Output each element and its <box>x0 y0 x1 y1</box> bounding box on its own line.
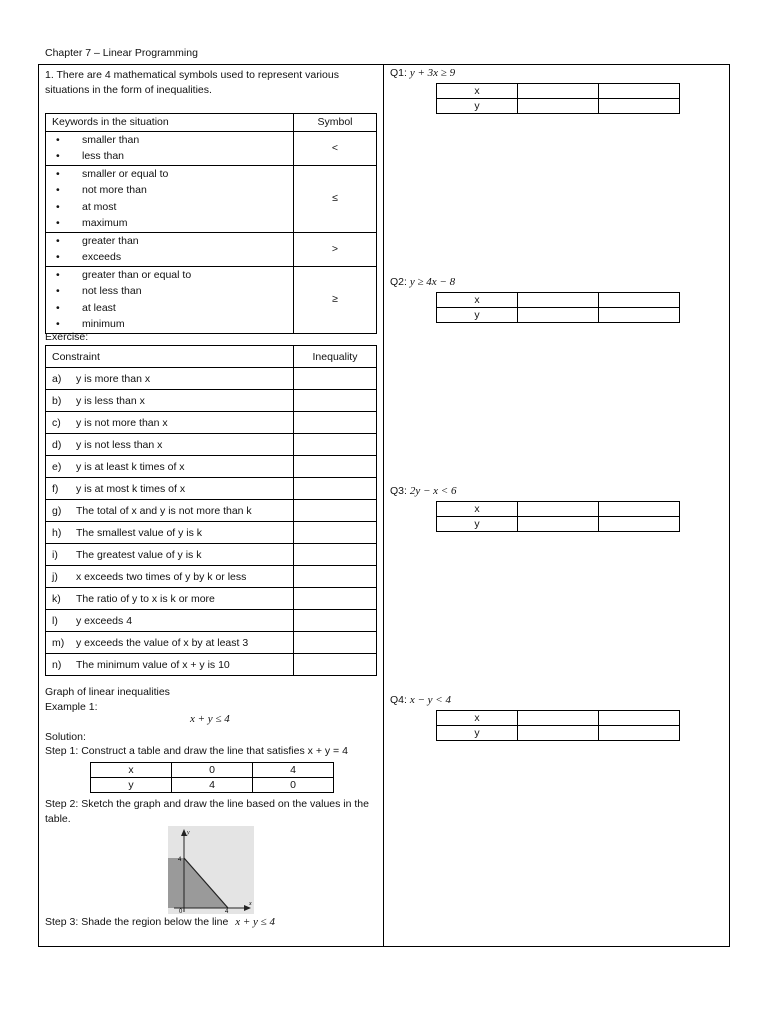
step1-text: Step 1: Construct a table and draw the line that satisfies x + y = 4 <box>45 745 348 757</box>
x-value-cell: 4 <box>253 763 334 778</box>
question-inequality: x − y < 4 <box>409 694 451 706</box>
exercise-row <box>46 566 377 588</box>
question-number: Q4: <box>390 694 407 706</box>
answer-cell[interactable] <box>518 293 599 308</box>
keyword-item: • not less than <box>52 283 287 300</box>
row-letter: i) <box>52 548 58 561</box>
keyword-item: • minimum <box>52 316 287 333</box>
answer-cell[interactable] <box>518 502 599 517</box>
inequality-answer-cell[interactable] <box>294 390 377 412</box>
row-letter: l) <box>52 614 58 627</box>
y-label-cell: y <box>437 517 518 532</box>
y-label-cell: y <box>437 99 518 114</box>
exercise-row <box>46 434 377 456</box>
constraint-cell <box>46 654 294 676</box>
constraint-cell <box>46 522 294 544</box>
exercise-row <box>46 588 377 610</box>
constraint-text: y is not less than x <box>76 438 163 451</box>
constraint-text: y is less than x <box>76 394 145 407</box>
constraint-text: The greatest value of y is k <box>76 548 202 561</box>
row-letter: n) <box>52 658 62 671</box>
question-2-label <box>390 276 455 288</box>
question-number: Q1: <box>390 67 407 79</box>
constraint-cell <box>46 500 294 522</box>
answer-cell[interactable] <box>518 308 599 323</box>
y-row <box>437 99 680 114</box>
keywords-row <box>46 131 377 165</box>
keyword-item: • exceeds <box>52 249 287 266</box>
constraint-cell <box>46 610 294 632</box>
keyword-item: • greater than or equal to <box>52 267 287 284</box>
keywords-row <box>46 232 377 266</box>
keyword-item: • smaller than <box>52 132 287 149</box>
inequality-answer-cell[interactable] <box>294 632 377 654</box>
inequality-answer-cell[interactable] <box>294 522 377 544</box>
constraint-cell <box>46 588 294 610</box>
keywords-cell <box>46 131 294 165</box>
graph-section <box>45 685 379 715</box>
step3-label: Step 3: Shade the region below the line <box>45 916 229 928</box>
exercise-row <box>46 456 377 478</box>
x-label-cell: x <box>437 711 518 726</box>
x-label-cell: x <box>91 763 172 778</box>
x-label-cell: x <box>437 502 518 517</box>
constraint-text: x exceeds two times of y by k or less <box>76 570 247 583</box>
y-value-cell: 0 <box>253 778 334 793</box>
inequality-answer-cell[interactable] <box>294 500 377 522</box>
keywords-table <box>45 113 377 334</box>
origin-label: 0 <box>179 909 183 914</box>
keywords-row <box>46 266 377 333</box>
inequality-answer-cell[interactable] <box>294 478 377 500</box>
answer-cell[interactable] <box>518 84 599 99</box>
answer-cell[interactable] <box>599 99 680 114</box>
x-value-cell: 0 <box>172 763 253 778</box>
keyword-item: • smaller or equal to <box>52 166 287 183</box>
inequality-answer-cell[interactable] <box>294 456 377 478</box>
keywords-cell <box>46 232 294 266</box>
constraint-text: The total of x and y is not more than k <box>76 504 252 517</box>
answer-cell[interactable] <box>599 293 680 308</box>
row-letter: g) <box>52 504 62 517</box>
step1-x-row <box>91 763 334 778</box>
y-label-cell: y <box>437 308 518 323</box>
answer-cell[interactable] <box>599 711 680 726</box>
constraint-text: The ratio of y to x is k or more <box>76 592 215 605</box>
row-letter: h) <box>52 526 62 539</box>
constraint-cell <box>46 412 294 434</box>
question-1-label <box>390 67 455 79</box>
y-label-cell: y <box>91 778 172 793</box>
answer-cell[interactable] <box>599 502 680 517</box>
keywords-cell <box>46 266 294 333</box>
exercise-row <box>46 522 377 544</box>
column-divider <box>383 64 384 947</box>
inequality-answer-cell[interactable] <box>294 588 377 610</box>
x-row <box>437 84 680 99</box>
question-4-table <box>436 710 680 741</box>
question-number: Q2: <box>390 276 407 288</box>
constraint-cell <box>46 478 294 500</box>
y-axis-label: y <box>187 830 190 836</box>
exercise-row <box>46 500 377 522</box>
step3-inequality: x + y ≤ 4 <box>235 916 275 928</box>
row-letter: e) <box>52 460 62 473</box>
inequality-answer-cell[interactable] <box>294 368 377 390</box>
inequality-answer-cell[interactable] <box>294 566 377 588</box>
y-label-cell: y <box>437 726 518 741</box>
constraint-text: y is not more than x <box>76 416 168 429</box>
exercise-table <box>45 345 377 676</box>
row-letter: b) <box>52 394 62 407</box>
step1-table <box>90 762 334 793</box>
x-axis-label: x <box>249 901 252 907</box>
constraint-text: The smallest value of y is k <box>76 526 203 539</box>
x-row <box>437 293 680 308</box>
answer-cell[interactable] <box>599 517 680 532</box>
symbol-header: Symbol <box>294 114 377 132</box>
row-letter: c) <box>52 416 61 429</box>
constraint-header: Constraint <box>46 346 294 368</box>
answer-cell[interactable] <box>518 726 599 741</box>
graph-heading: Graph of linear inequalities <box>45 686 170 698</box>
answer-cell[interactable] <box>518 711 599 726</box>
exercise-row <box>46 390 377 412</box>
chapter-title: Chapter 7 – Linear Programming <box>45 47 198 59</box>
keyword-item: • not more than <box>52 182 287 199</box>
example-label: Example 1: <box>45 701 98 713</box>
constraint-cell <box>46 390 294 412</box>
y-value-cell: 4 <box>172 778 253 793</box>
step2-text: Step 2: Sketch the graph and draw the line based on the values in the table. <box>45 798 369 825</box>
inequality-answer-cell[interactable] <box>294 610 377 632</box>
question-inequality: 2y − x < 6 <box>409 485 457 497</box>
inequality-graph <box>168 826 254 914</box>
x-intercept-label: 4 <box>225 909 229 914</box>
row-letter: j) <box>52 570 58 583</box>
constraint-text: y exceeds 4 <box>76 614 133 627</box>
constraint-cell <box>46 434 294 456</box>
exercise-row <box>46 610 377 632</box>
exercise-row <box>46 478 377 500</box>
symbol-cell: < <box>294 131 377 165</box>
exercise-row <box>46 544 377 566</box>
constraint-cell <box>46 456 294 478</box>
keyword-item: • at least <box>52 300 287 317</box>
exercise-row <box>46 654 377 676</box>
exercise-row <box>46 368 377 390</box>
y-row <box>437 517 680 532</box>
constraint-cell <box>46 368 294 390</box>
question-1-table <box>436 83 680 114</box>
inequality-answer-cell[interactable] <box>294 434 377 456</box>
answer-cell[interactable] <box>599 308 680 323</box>
constraint-cell <box>46 566 294 588</box>
constraint-cell <box>46 544 294 566</box>
row-letter: d) <box>52 438 62 451</box>
constraint-text: y is at least k times of x <box>76 460 185 473</box>
question-3-table <box>436 501 680 532</box>
example-inequality: x + y ≤ 4 <box>190 713 230 725</box>
x-label-cell: x <box>437 84 518 99</box>
keyword-item: • greater than <box>52 233 287 250</box>
inequality-answer-cell[interactable] <box>294 654 377 676</box>
answer-cell[interactable] <box>599 84 680 99</box>
question-inequality: y + 3x ≥ 9 <box>409 67 456 79</box>
step3-text <box>45 916 275 928</box>
symbol-cell: > <box>294 232 377 266</box>
keywords-cell <box>46 165 294 232</box>
inequality-answer-cell[interactable] <box>294 412 377 434</box>
symbol-cell: ≥ <box>294 266 377 333</box>
keyword-item: • at most <box>52 199 287 216</box>
keywords-header-row <box>46 114 377 132</box>
inequality-header: Inequality <box>294 346 377 368</box>
question-number: Q3: <box>390 485 407 497</box>
exercise-row <box>46 412 377 434</box>
constraint-text: The minimum value of x + y is 10 <box>76 658 230 671</box>
row-letter: m) <box>52 636 65 649</box>
constraint-text: y is more than x <box>76 372 151 385</box>
x-label-cell: x <box>437 293 518 308</box>
row-letter: k) <box>52 592 61 605</box>
keyword-item: • maximum <box>52 215 287 232</box>
symbol-cell: ≤ <box>294 165 377 232</box>
keywords-header: Keywords in the situation <box>46 114 294 132</box>
exercise-label: Exercise: <box>45 331 89 343</box>
answer-cell[interactable] <box>599 726 680 741</box>
row-letter: a) <box>52 372 62 385</box>
y-row <box>437 726 680 741</box>
y-row <box>437 308 680 323</box>
intro-text: 1. There are 4 mathematical symbols used to represent various situations in the form of inequalities. <box>45 69 339 96</box>
keywords-row <box>46 165 377 232</box>
solution-label: Solution: <box>45 731 86 743</box>
x-row <box>437 502 680 517</box>
inequality-answer-cell[interactable] <box>294 544 377 566</box>
question-3-label <box>390 485 456 497</box>
question-4-label <box>390 694 451 706</box>
y-intercept-label: 4 <box>178 857 182 863</box>
keyword-item: • less than <box>52 148 287 165</box>
exercise-row <box>46 632 377 654</box>
x-row <box>437 711 680 726</box>
exercise-header-row <box>46 346 377 368</box>
constraint-cell <box>46 632 294 654</box>
row-letter: f) <box>52 482 59 495</box>
constraint-text: y is at most k times of x <box>76 482 186 495</box>
question-2-table <box>436 292 680 323</box>
question-inequality: y ≥ 4x − 8 <box>409 276 456 288</box>
constraint-text: y exceeds the value of x by at least 3 <box>76 636 249 649</box>
answer-cell[interactable] <box>518 99 599 114</box>
step1-y-row <box>91 778 334 793</box>
answer-cell[interactable] <box>518 517 599 532</box>
